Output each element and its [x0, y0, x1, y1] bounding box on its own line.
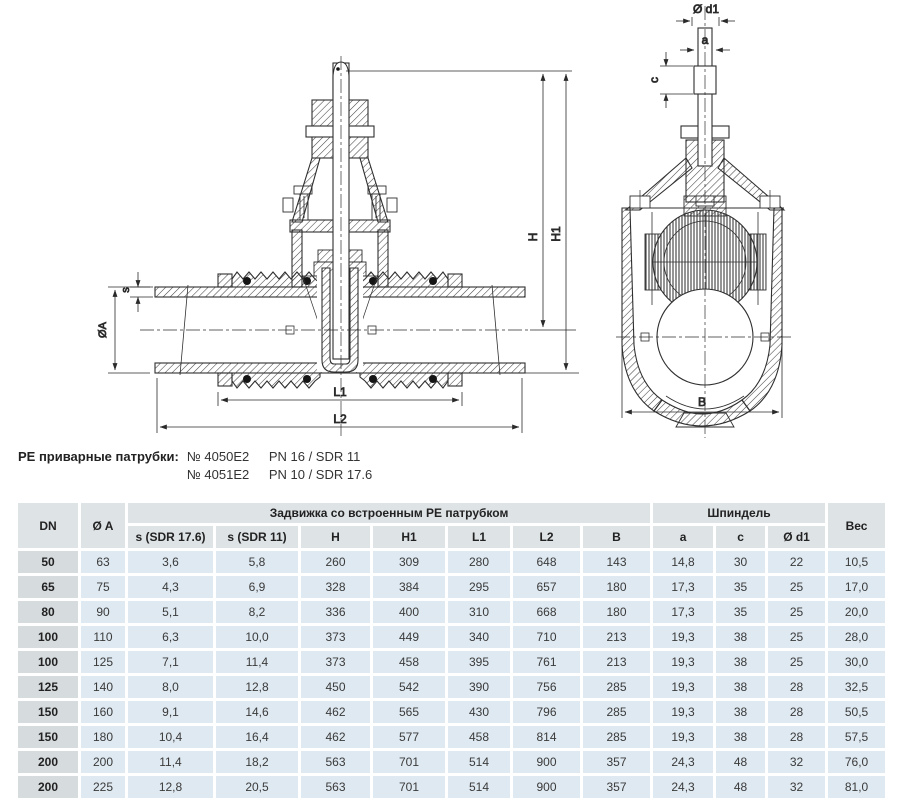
article-spec: PN 10 / SDR 17.6 — [268, 467, 373, 482]
table-cell: 542 — [372, 675, 447, 700]
table-row — [17, 750, 887, 775]
table-cell: 32 — [767, 775, 827, 800]
caption-title: PE приварные патрубки: — [18, 449, 179, 464]
table-cell: 48 — [715, 750, 767, 775]
table-cell: 514 — [447, 775, 512, 800]
table-cell: 22 — [767, 550, 827, 575]
table-cell: 20,0 — [827, 600, 887, 625]
table-cell: 81,0 — [827, 775, 887, 800]
dim-label-l1: L1 — [333, 385, 347, 399]
table-cell: 25 — [767, 575, 827, 600]
table-cell: 285 — [582, 725, 652, 750]
table-cell: 796 — [512, 700, 582, 725]
table-cell: 14,6 — [215, 700, 300, 725]
table-cell: 213 — [582, 650, 652, 675]
table-cell: 30,0 — [827, 650, 887, 675]
table-cell: 35 — [715, 600, 767, 625]
col-header-da: Ø A — [80, 502, 127, 550]
table-cell: 25 — [767, 625, 827, 650]
table-cell: 4,3 — [127, 575, 215, 600]
dim-label-s: s — [120, 287, 132, 293]
table-cell: 213 — [582, 625, 652, 650]
table-cell: 309 — [372, 550, 447, 575]
table-cell: 18,2 — [215, 750, 300, 775]
dim-label-l2: L2 — [333, 412, 347, 426]
table-cell: 28,0 — [827, 625, 887, 650]
table-cell: 390 — [447, 675, 512, 700]
dim-label-h1: H1 — [549, 226, 563, 242]
table-cell: 285 — [582, 675, 652, 700]
table-cell: 19,3 — [652, 625, 715, 650]
table-cell: 648 — [512, 550, 582, 575]
col-header-d1: Ø d1 — [767, 525, 827, 550]
table-cell: 449 — [372, 625, 447, 650]
table-row — [17, 725, 887, 750]
table-cell: 30 — [715, 550, 767, 575]
table-cell: 76,0 — [827, 750, 887, 775]
table-cell: 24,3 — [652, 775, 715, 800]
table-cell: 430 — [447, 700, 512, 725]
col-header-dn: DN — [17, 502, 80, 550]
table-cell: 17,3 — [652, 575, 715, 600]
table-cell: 657 — [512, 575, 582, 600]
table-cell: 310 — [447, 600, 512, 625]
table-cell: 10,0 — [215, 625, 300, 650]
table-cell: 160 — [80, 700, 127, 725]
table-cell: 20,5 — [215, 775, 300, 800]
cell-dn: 150 — [17, 700, 80, 725]
col-header-weight: Вес — [827, 502, 887, 550]
table-cell: 110 — [80, 625, 127, 650]
table-row — [17, 575, 887, 600]
table-cell: 373 — [300, 650, 372, 675]
table-cell: 200 — [80, 750, 127, 775]
col-header-l2: L2 — [512, 525, 582, 550]
table-cell: 75 — [80, 575, 127, 600]
caption — [0, 442, 900, 493]
col-header-h1: H1 — [372, 525, 447, 550]
cell-dn: 200 — [17, 775, 80, 800]
table-cell: 143 — [582, 550, 652, 575]
table-cell: 5,1 — [127, 600, 215, 625]
table-cell: 357 — [582, 750, 652, 775]
article-spec: PN 16 / SDR 11 — [268, 449, 361, 464]
table-cell: 28 — [767, 675, 827, 700]
table-row — [17, 625, 887, 650]
table-cell: 19,3 — [652, 700, 715, 725]
group-header-valve: Задвижка со встроенным PE патрубком — [127, 502, 652, 525]
table-cell: 9,1 — [127, 700, 215, 725]
table-cell: 50,5 — [827, 700, 887, 725]
table-cell: 19,3 — [652, 675, 715, 700]
table-cell: 761 — [512, 650, 582, 675]
cell-dn: 65 — [17, 575, 80, 600]
table-cell: 260 — [300, 550, 372, 575]
table-cell: 14,8 — [652, 550, 715, 575]
dimensions-table — [15, 500, 888, 801]
table-cell: 38 — [715, 700, 767, 725]
table-cell: 577 — [372, 725, 447, 750]
cell-dn: 125 — [17, 675, 80, 700]
table-row — [17, 550, 887, 575]
table-cell: 565 — [372, 700, 447, 725]
table-cell: 17,3 — [652, 600, 715, 625]
dim-label-da: ØA — [97, 322, 109, 338]
table-body — [17, 550, 887, 800]
table-cell: 24,3 — [652, 750, 715, 775]
dim-label-h: H — [526, 232, 540, 242]
table-cell: 563 — [300, 775, 372, 800]
table-cell: 57,5 — [827, 725, 887, 750]
table-row — [17, 675, 887, 700]
table-cell: 701 — [372, 750, 447, 775]
front-view — [140, 56, 530, 436]
table-cell: 48 — [715, 775, 767, 800]
table-cell: 28 — [767, 700, 827, 725]
table-cell: 125 — [80, 650, 127, 675]
caption-line — [187, 448, 372, 466]
col-header-a: a — [652, 525, 715, 550]
cell-dn: 50 — [17, 550, 80, 575]
col-header-c: c — [715, 525, 767, 550]
table-cell: 19,3 — [652, 725, 715, 750]
table-cell: 395 — [447, 650, 512, 675]
col-header-b: B — [582, 525, 652, 550]
table-cell: 17,0 — [827, 575, 887, 600]
dim-label-d1: Ø d1 — [692, 2, 720, 16]
table-cell: 11,4 — [127, 750, 215, 775]
table-header — [17, 502, 887, 550]
table-cell: 180 — [582, 600, 652, 625]
table-cell: 28 — [767, 725, 827, 750]
table-cell: 458 — [372, 650, 447, 675]
table-cell: 180 — [80, 725, 127, 750]
cell-dn: 200 — [17, 750, 80, 775]
table-cell: 5,8 — [215, 550, 300, 575]
table-cell: 814 — [512, 725, 582, 750]
table-cell: 10,4 — [127, 725, 215, 750]
table-cell: 38 — [715, 675, 767, 700]
side-view — [616, 6, 794, 438]
table-cell: 225 — [80, 775, 127, 800]
table-cell: 756 — [512, 675, 582, 700]
table-cell: 336 — [300, 600, 372, 625]
table-cell: 63 — [80, 550, 127, 575]
table-cell: 38 — [715, 625, 767, 650]
table-cell: 710 — [512, 625, 582, 650]
article-number: № 4051E2 — [186, 467, 250, 482]
article-number: № 4050E2 — [186, 449, 250, 464]
table-cell: 285 — [582, 700, 652, 725]
table-cell: 90 — [80, 600, 127, 625]
table-cell: 6,3 — [127, 625, 215, 650]
table-row — [17, 700, 887, 725]
table-cell: 458 — [447, 725, 512, 750]
table-cell: 357 — [582, 775, 652, 800]
table-cell: 6,9 — [215, 575, 300, 600]
table-row — [17, 600, 887, 625]
cell-dn: 150 — [17, 725, 80, 750]
group-header-spindle: Шпиндель — [652, 502, 827, 525]
table-cell: 25 — [767, 650, 827, 675]
table-cell: 450 — [300, 675, 372, 700]
table-cell: 373 — [300, 625, 372, 650]
col-header-s-sdr176: s (SDR 17.6) — [127, 525, 215, 550]
table-cell: 340 — [447, 625, 512, 650]
table-cell: 384 — [372, 575, 447, 600]
table-cell: 12,8 — [127, 775, 215, 800]
table-cell: 701 — [372, 775, 447, 800]
cell-dn: 80 — [17, 600, 80, 625]
cell-dn: 100 — [17, 625, 80, 650]
table-cell: 462 — [300, 725, 372, 750]
dim-label-b: B — [697, 395, 707, 409]
table-cell: 3,6 — [127, 550, 215, 575]
table-cell: 280 — [447, 550, 512, 575]
table-cell: 38 — [715, 725, 767, 750]
table-cell: 140 — [80, 675, 127, 700]
col-header-h: H — [300, 525, 372, 550]
table-cell: 25 — [767, 600, 827, 625]
caption-line — [187, 466, 372, 484]
table-cell: 900 — [512, 750, 582, 775]
table-cell: 16,4 — [215, 725, 300, 750]
table-cell: 8,2 — [215, 600, 300, 625]
table-cell: 328 — [300, 575, 372, 600]
table-cell: 32,5 — [827, 675, 887, 700]
table-cell: 295 — [447, 575, 512, 600]
table-cell: 19,3 — [652, 650, 715, 675]
table-cell: 7,1 — [127, 650, 215, 675]
table-cell: 900 — [512, 775, 582, 800]
caption-lines — [187, 448, 372, 484]
col-header-s-sdr11: s (SDR 11) — [215, 525, 300, 550]
table-cell: 8,0 — [127, 675, 215, 700]
table-cell: 180 — [582, 575, 652, 600]
col-header-l1: L1 — [447, 525, 512, 550]
table-row — [17, 775, 887, 800]
table-cell: 668 — [512, 600, 582, 625]
table-cell: 514 — [447, 750, 512, 775]
table-cell: 10,5 — [827, 550, 887, 575]
dim-label-c: c — [647, 77, 661, 83]
table-cell: 563 — [300, 750, 372, 775]
cell-dn: 100 — [17, 650, 80, 675]
table-cell: 400 — [372, 600, 447, 625]
dim-label-a: a — [701, 33, 709, 47]
table-cell: 11,4 — [215, 650, 300, 675]
table-row — [17, 650, 887, 675]
table-cell: 32 — [767, 750, 827, 775]
table-cell: 12,8 — [215, 675, 300, 700]
table-cell: 35 — [715, 575, 767, 600]
table-cell: 462 — [300, 700, 372, 725]
table-cell: 38 — [715, 650, 767, 675]
